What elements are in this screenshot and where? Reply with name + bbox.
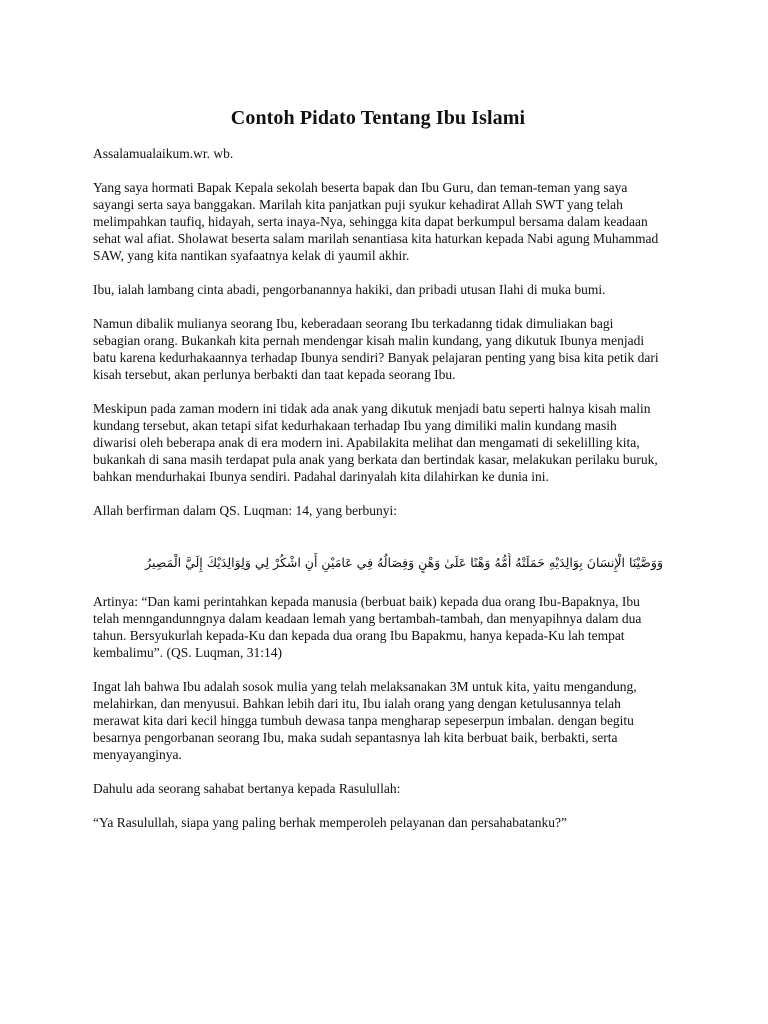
paragraph-quote: “Ya Rasulullah, siapa yang paling berhak memperoleh pelayanan dan persahabatanku?”: [93, 815, 567, 830]
paragraph-modern-era: Meskipun pada zaman modern ini tidak ada anak yang dikutuk menjadi batu seperti halnya kisah malin kundang tersebut, akan tetapi sifat kedurhakaan terhadap Ibu yang dimiliki malin kundang masih diwarisi oleh beberapa anak di era modern ini. Apabilakita melihat dan mengamati di sekelilling kita, bukankah di sana masih terdapat pula anak yang berkata dan bertindak kasar, melakukan perilaku buruk, bahkan mendurhakai Ibunya sendiri. Padahal darinyalah kita dilahirkan ke dunia ini.: [93, 401, 658, 484]
paragraph-allah-berfirman: Allah berfirman dalam QS. Luqman: 14, yang berbunyi:: [93, 503, 398, 518]
paragraph-malin-kundang: Namun dibalik mulianya seorang Ibu, keberadaan seorang Ibu terkadanng tidak dimuliakan bagi sebagian orang. Bukankah kita pernah mendengar kisah malin kundang, yang dikutuk Ibunya menjadi batu karena kedurhakaannya terhadap Ibunya sendiri? Banyak pelajaran penting yang bisa kita petik dari kisah tersebut, akan perlunya berbakti dan taat kepada seorang Ibu.: [93, 316, 659, 382]
paragraph-opening: Yang saya hormati Bapak Kepala sekolah beserta bapak dan Ibu Guru, dan teman-teman yang saya sayangi serta saya banggakan. Marilah kita panjatkan puji syukur kehadirat Allah SWT yang telah melimpahkan taufiq, hidayah, serta inaya-Nya, sehingga kita dapat berkumpul bersama dalam keadaan sehat wal afiat. Sholawat beserta salam marilah senantiasa kita haturkan kepada Nabi agung Muhammad SAW, yang kita nantikan syafaatnya kelak di yaumil akhir.: [93, 180, 659, 263]
arabic-verse: وَوَصَّيْنَا الْإِنسَانَ بِوَالِدَيْهِ حَمَلَتْهُ أُمُّهُ وَهْنًا عَلَىٰ وَهْنٍ وَفِصَالُهُ فِي عَامَيْنِ أَنِ اشْكُرْ لِي وَلِوَالِدَيْكَ إِلَيَّ الْمَصِيرُ: [145, 555, 663, 570]
paragraph-artinya: Artinya: “Dan kami perintahkan kepada manusia (berbuat baik) kepada dua orang Ibu-Bapaknya, Ibu telah menngandunngnya dalam keadaan lemah yang bertambah-tambah, dan menyapihnya dalam dua tahun. Bersyukurlah kepada-Ku dan kepada dua orang Ibu Bapakmu, hanya kepada-Ku lah tempat kembalimu”. (QS. Luqman, 31:14): [93, 594, 642, 660]
paragraph-ingat: Ingat lah bahwa Ibu adalah sosok mulia yang telah melaksanakan 3M untuk kita, yaitu mengandung, melahirkan, dan menyusui. Bahkan lebih dari itu, Ibu ialah orang yang dengan ketulusannya telah merawat kita dari kecil hingga tumbuh dewasa tanpa mengharap sepeserpun imbalan. dengan begitu besarnya pengorbanan seorang Ibu, maka sudah sepantasnya lah kita berbuat baik, berbakti, serta menyayanginya.: [93, 679, 637, 762]
paragraph-greeting: Assalamualaikum.wr. wb.: [93, 146, 234, 161]
paragraph-dahulu: Dahulu ada seorang sahabat bertanya kepada Rasulullah:: [93, 781, 401, 796]
paragraph-ibu-definition: Ibu, ialah lambang cinta abadi, pengorbanannya hakiki, dan pribadi utusan Ilahi di muka bumi.: [93, 282, 606, 297]
document-title: Contoh Pidato Tentang Ibu Islami: [230, 107, 526, 129]
document-page: [93, 106, 663, 848]
